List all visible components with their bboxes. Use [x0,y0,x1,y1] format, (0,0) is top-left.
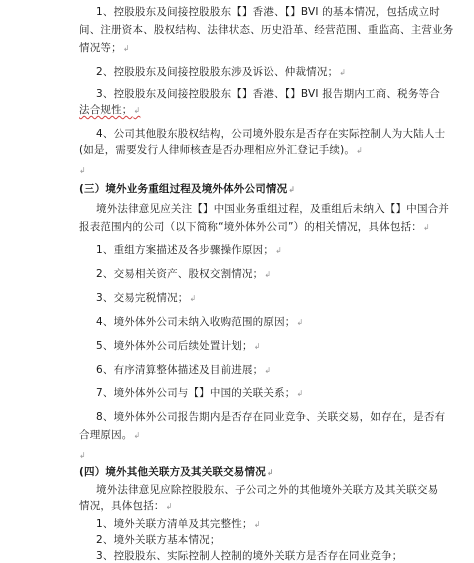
text-line: 1、境外关联方清单及其完整性；↲ [96,518,261,530]
paragraph-mark-icon: ↲ [133,106,141,115]
text-line: 1、重组方案描述及各步骤操作原因；↲ [96,244,282,256]
text-line: 6、有序清算整体描述及目前进展；↲ [96,364,272,376]
paragraph-mark-icon: ↲ [79,166,86,175]
paragraph-mark-icon: ↲ [253,342,261,351]
section-heading: (四）境外其他关联方及其关联交易情况↲ [79,466,274,478]
text-line: 5、境外体外公司后续处置计划；↲ [96,340,261,352]
text-line: 报表范围内的公司（以下简称“境外体外公司”）的相关情况，具体包括：↲ [79,221,430,233]
text-line: 2、交易相关资产、股权交割情况；↲ [96,268,272,280]
paragraph-mark-icon: ↲ [275,246,282,255]
text-line: (如是，需要发行人律师核查是否办理相应外汇登记手续)。↲ [79,144,363,156]
text-line: 2、控股股东及间接控股股东涉及诉讼、仲裁情况；↲ [96,66,347,78]
paragraph-mark-icon: ↲ [133,431,141,440]
paragraph-mark-icon: ↲ [356,146,363,155]
text-line: 3、控股股东及间接控股股东【】香港、【】BVI 报告期内工商、税务等合 [96,88,440,100]
paragraph-mark-icon: ↲ [266,468,274,477]
paragraph-mark-icon: ↲ [122,44,130,53]
text-line: 境外法律意见应关注【】中国业务重组过程，及重组后未纳入【】中国合并 [96,203,450,215]
paragraph-mark-icon: ↲ [253,520,261,529]
text-line: 间、注册资本、股权结构、法律状态、历史沿革、经营范围、重监高、主营业务 [79,24,454,36]
paragraph-mark-icon: ↲ [264,366,272,375]
paragraph-mark-icon: ↲ [264,270,272,279]
text-line: 7、境外体外公司与【】中国的关联关系；↲ [96,387,304,399]
text-line: 2、境外关联方基本情况； [96,534,221,546]
paragraph-mark-icon: ↲ [288,185,296,194]
paragraph-mark-icon: ↲ [296,389,304,398]
text-line: 境外法律意见应除控股股东、子公司之外的其他境外关联方及其关联交易 [96,484,439,496]
paragraph-mark-icon: ↲ [296,318,304,327]
section-heading: (三）境外业务重组过程及境外体外公司情况↲ [79,183,296,195]
text-line: 合理原因。↲ [79,429,141,441]
text-line: 8、境外体外公司报告期内是否存在同业竞争、关联交易，如存在，是否有 [96,411,446,423]
text-line: 3、交易完税情况；↲ [96,292,197,304]
paragraph-mark-icon: ↲ [339,68,347,77]
text-line: 1、控股股东及间接控股股东【】香港、【】BVI 的基本情况，包括成立时 [96,6,440,18]
text-line: 法合规性；↲ [79,104,141,116]
text-line: 4、境外体外公司未纳入收购范围的原因；↲ [96,316,304,328]
text-line: 4、公司其他股东股权结构，公司境外股东是否存在实际控制人为大陆人士 [96,128,446,140]
paragraph-mark-icon: ↲ [165,502,173,511]
paragraph-mark-icon: ↲ [189,294,197,303]
text-line: 情况等；↲ [79,42,130,54]
text-line: 情况，具体包括：↲ [79,500,173,512]
paragraph-mark-icon: ↲ [422,223,430,232]
paragraph-mark-icon: ↲ [79,451,86,460]
text-line: 3、控股股东、实际控制人控制的境外关联方是否存在同业竞争； [96,550,403,562]
